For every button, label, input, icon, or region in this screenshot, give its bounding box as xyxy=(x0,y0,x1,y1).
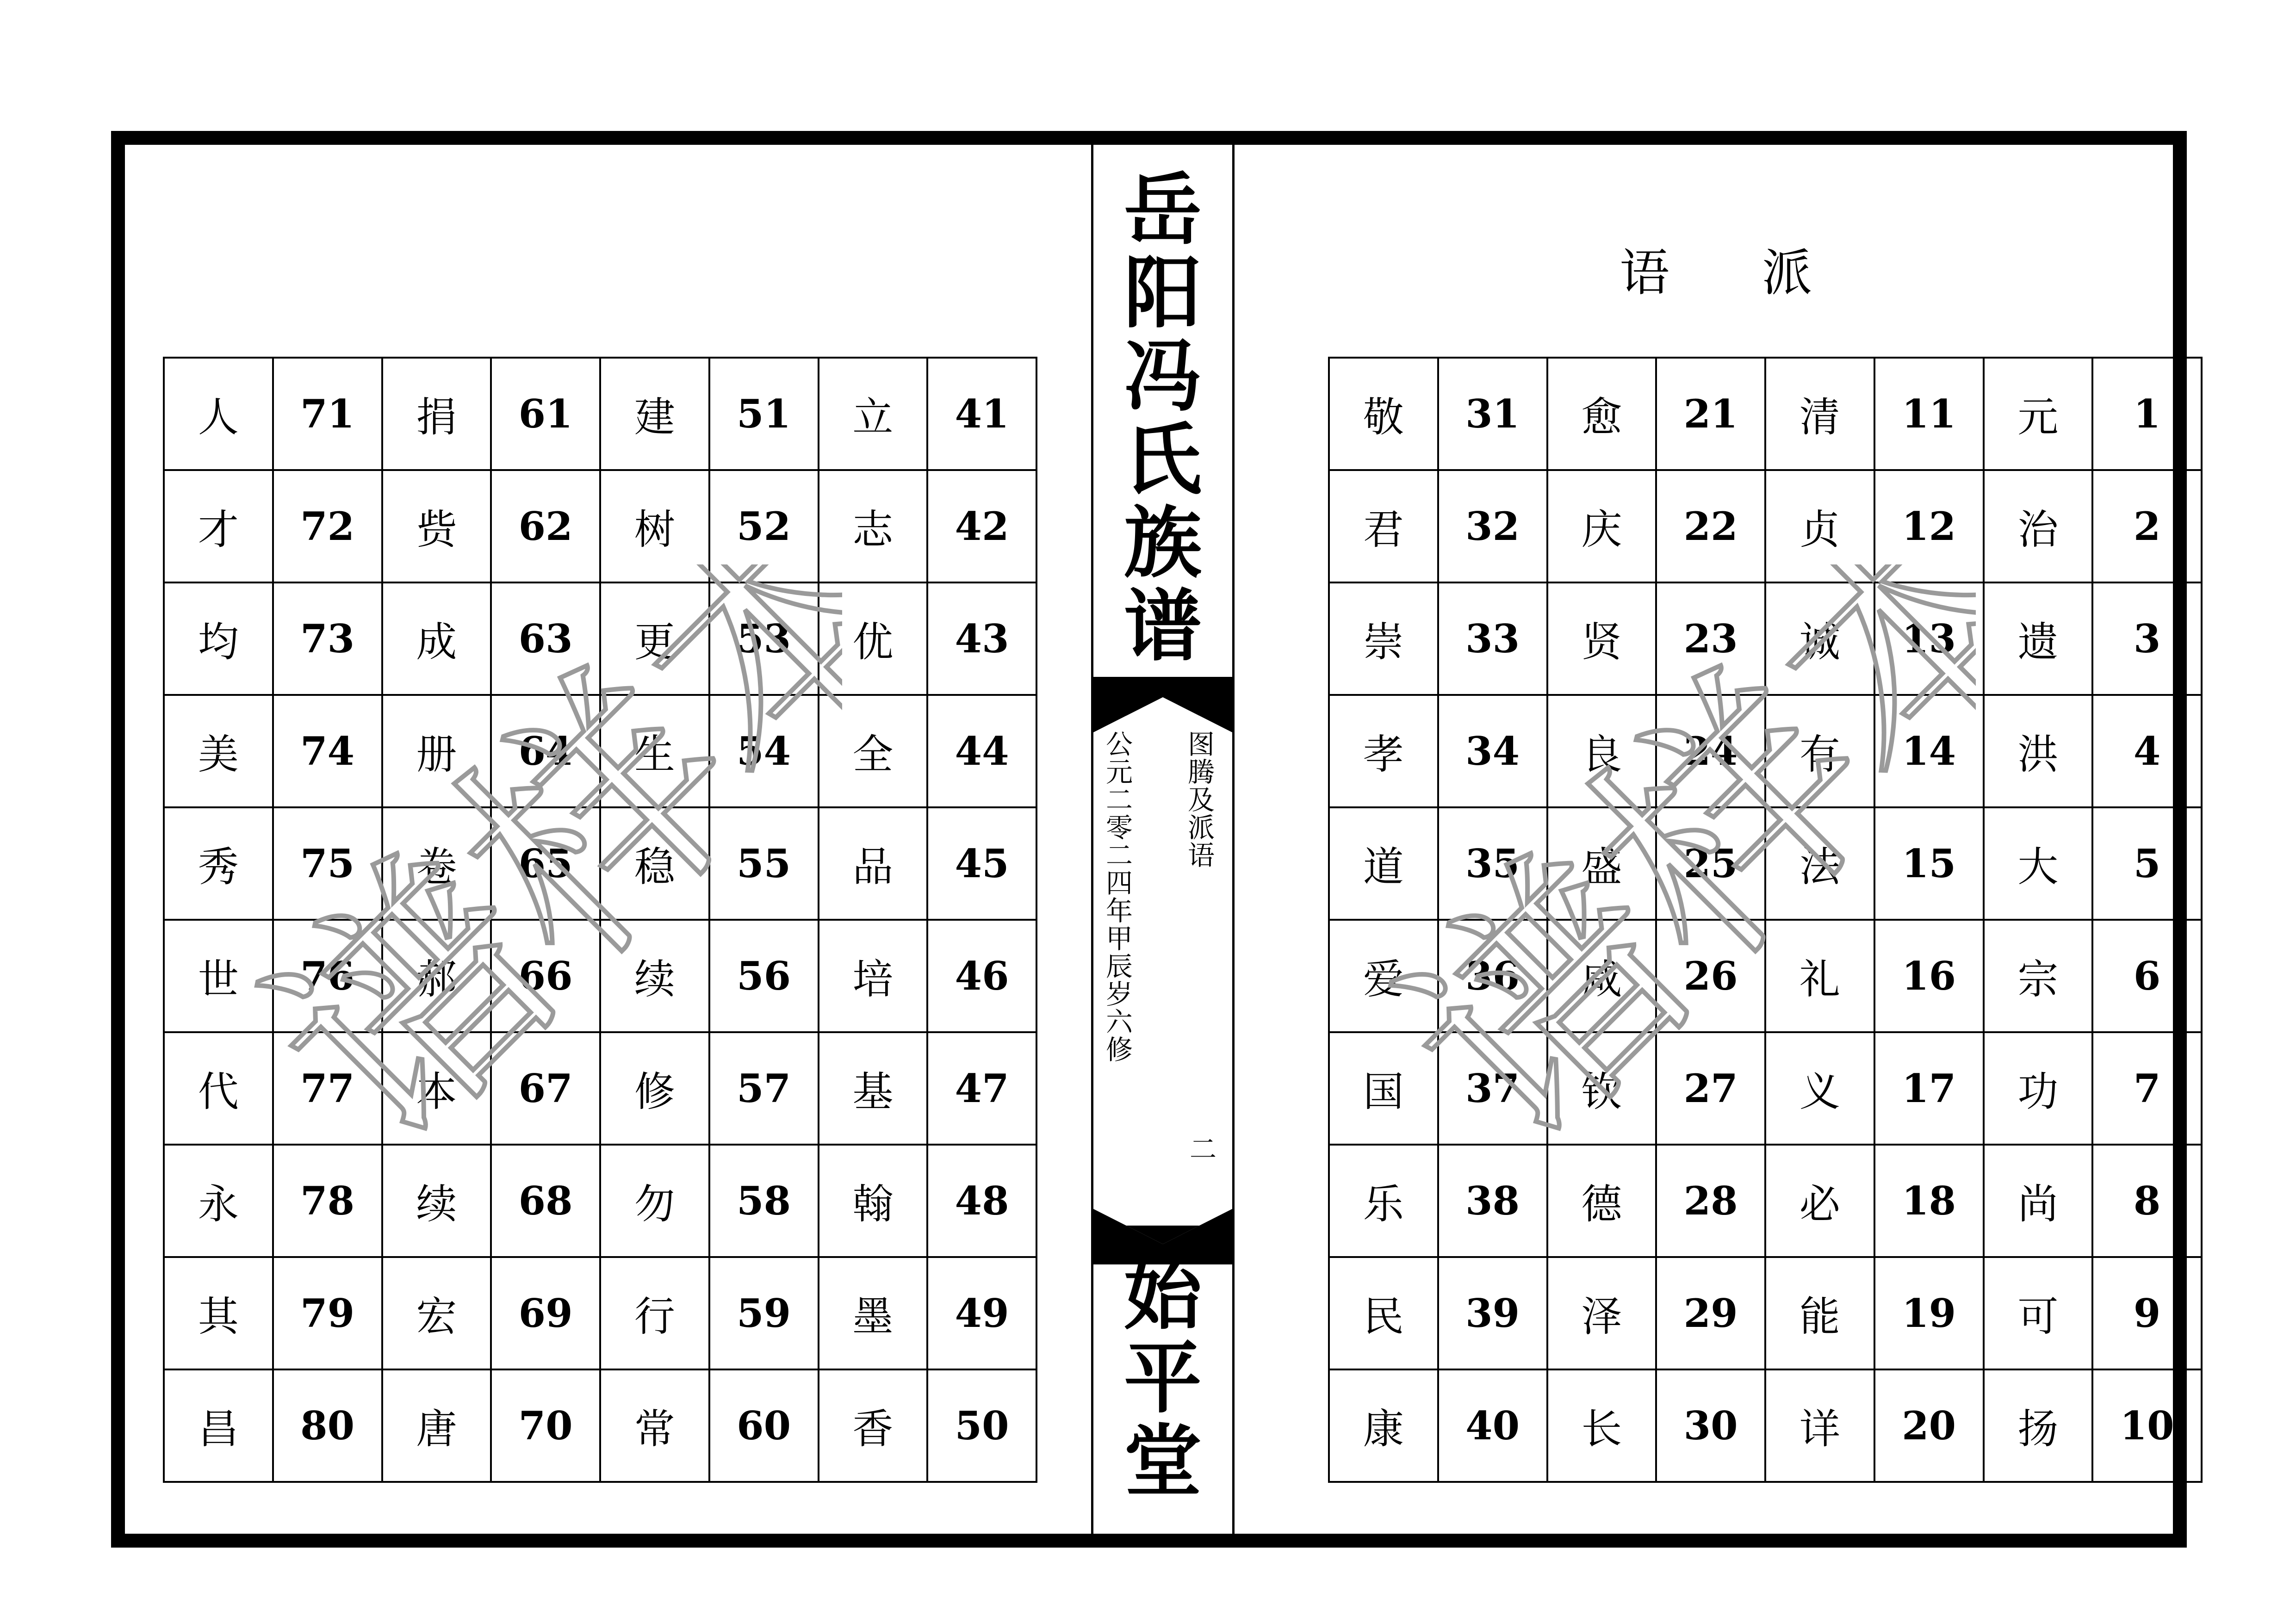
generation-char-cell: 元 xyxy=(1984,358,2093,470)
generation-char-cell: 道 xyxy=(1329,807,1438,920)
generation-char-cell: 香 xyxy=(819,1369,928,1482)
table-row xyxy=(1329,582,2202,695)
generation-char-cell: 代 xyxy=(164,1032,273,1145)
generation-char-cell: 愈 xyxy=(1547,358,1657,470)
generation-number-cell: 20 xyxy=(1874,1369,1984,1482)
generation-char-cell: 全 xyxy=(819,695,928,807)
generation-number-cell: 16 xyxy=(1874,920,1984,1032)
right-page xyxy=(1235,145,2173,1534)
generation-number-cell: 37 xyxy=(1438,1032,1547,1145)
generation-char-cell: 树 xyxy=(600,470,709,582)
generation-char-cell: 立 xyxy=(819,358,928,470)
generation-char-cell: 可 xyxy=(1984,1257,2093,1369)
table-row xyxy=(164,1032,1036,1145)
table-row xyxy=(164,807,1036,920)
generation-number-cell: 43 xyxy=(927,582,1036,695)
generation-char-cell: 唐 xyxy=(382,1369,491,1482)
page-heading xyxy=(1620,233,1812,304)
generation-number-cell: 55 xyxy=(709,807,819,920)
generation-char-cell: 诚 xyxy=(1765,582,1874,695)
generation-number-cell: 13 xyxy=(1874,582,1984,695)
generation-char-cell: 勿 xyxy=(600,1145,709,1257)
generation-char-cell: 咸 xyxy=(1547,920,1657,1032)
table-row xyxy=(1329,1369,2202,1482)
spine-title-char: 族 xyxy=(1124,497,1202,588)
generation-number-cell: 56 xyxy=(709,920,819,1032)
generation-char-cell: 续 xyxy=(600,920,709,1032)
generation-char-cell: 贞 xyxy=(1765,470,1874,582)
generation-char-cell: 功 xyxy=(1984,1032,2093,1145)
generation-char-cell: 康 xyxy=(1329,1369,1438,1482)
generation-number-cell: 3 xyxy=(2092,582,2202,695)
generation-char-cell: 宗 xyxy=(1984,920,2093,1032)
generation-char-cell: 生 xyxy=(600,695,709,807)
table-row xyxy=(164,358,1036,470)
generation-char-cell: 国 xyxy=(1329,1032,1438,1145)
generation-number-cell: 75 xyxy=(273,807,382,920)
generation-number-cell: 59 xyxy=(709,1257,819,1369)
generation-number-cell: 68 xyxy=(491,1145,600,1257)
generation-char-cell: 君 xyxy=(1329,470,1438,582)
generation-char-cell: 基 xyxy=(819,1032,928,1145)
generation-char-cell: 捐 xyxy=(382,358,491,470)
generation-char-cell: 礼 xyxy=(1765,920,1874,1032)
generation-number-cell: 26 xyxy=(1656,920,1765,1032)
generation-char-cell: 建 xyxy=(600,358,709,470)
generation-number-cell: 79 xyxy=(273,1257,382,1369)
spine-page-number: 二 xyxy=(1185,1135,1216,1162)
generation-char-cell: 详 xyxy=(1765,1369,1874,1482)
generation-char-cell: 成 xyxy=(382,582,491,695)
heading-char: 派 xyxy=(1762,244,1812,302)
generation-number-cell: 42 xyxy=(927,470,1036,582)
generation-number-cell: 44 xyxy=(927,695,1036,807)
table-row xyxy=(1329,1032,2202,1145)
generation-char-cell: 更 xyxy=(600,582,709,695)
generation-number-cell: 61 xyxy=(491,358,600,470)
generation-number-cell: 47 xyxy=(927,1032,1036,1145)
generation-char-cell: 志 xyxy=(819,470,928,582)
lineage-table-right xyxy=(1328,357,2203,1483)
book-spine xyxy=(1091,145,1235,1534)
generation-char-cell: 其 xyxy=(164,1257,273,1369)
generation-number-cell: 72 xyxy=(273,470,382,582)
generation-number-cell: 31 xyxy=(1438,358,1547,470)
generation-char-cell: 世 xyxy=(164,920,273,1032)
spine-title-char: 冯 xyxy=(1124,330,1202,422)
table-row xyxy=(164,920,1036,1032)
generation-number-cell: 21 xyxy=(1656,358,1765,470)
generation-number-cell: 32 xyxy=(1438,470,1547,582)
generation-char-cell: 修 xyxy=(600,1032,709,1145)
generation-number-cell: 45 xyxy=(927,807,1036,920)
generation-char-cell: 能 xyxy=(1765,1257,1874,1369)
generation-char-cell: 稳 xyxy=(600,807,709,920)
generation-char-cell: 宏 xyxy=(382,1257,491,1369)
generation-char-cell: 才 xyxy=(164,470,273,582)
table-row xyxy=(164,582,1036,695)
generation-char-cell: 孝 xyxy=(1329,695,1438,807)
generation-char-cell: 崇 xyxy=(1329,582,1438,695)
generation-number-cell: 4 xyxy=(2092,695,2202,807)
generation-number-cell: 52 xyxy=(709,470,819,582)
generation-number-cell: 49 xyxy=(927,1257,1036,1369)
generation-char-cell: 有 xyxy=(1765,695,1874,807)
generation-number-cell: 12 xyxy=(1874,470,1984,582)
generation-number-cell: 17 xyxy=(1874,1032,1984,1145)
generation-char-cell: 墨 xyxy=(819,1257,928,1369)
generation-char-cell: 德 xyxy=(1547,1145,1657,1257)
generation-number-cell: 39 xyxy=(1438,1257,1547,1369)
spine-hall-char: 平 xyxy=(1124,1332,1202,1424)
spine-hall-name xyxy=(1093,1249,1232,1507)
table-row xyxy=(164,695,1036,807)
generation-char-cell: 行 xyxy=(600,1257,709,1369)
left-page xyxy=(125,145,1097,1534)
generation-char-cell: 良 xyxy=(1547,695,1657,807)
generation-number-cell: 19 xyxy=(1874,1257,1984,1369)
generation-char-cell: 法 xyxy=(1765,807,1874,920)
generation-char-cell: 大 xyxy=(1984,807,2093,920)
generation-char-cell: 必 xyxy=(1765,1145,1874,1257)
generation-number-cell: 8 xyxy=(2092,1145,2202,1257)
generation-char-cell: 本 xyxy=(382,1032,491,1145)
generation-number-cell: 69 xyxy=(491,1257,600,1369)
generation-char-cell: 盛 xyxy=(1547,807,1657,920)
generation-number-cell: 80 xyxy=(273,1369,382,1482)
watermark-text: 谱样本 xyxy=(241,564,842,1201)
generation-number-cell: 1 xyxy=(2092,358,2202,470)
generation-number-cell: 6 xyxy=(2092,920,2202,1032)
generation-char-cell: 泽 xyxy=(1547,1257,1657,1369)
generation-char-cell: 昌 xyxy=(164,1369,273,1482)
generation-char-cell: 爱 xyxy=(1329,920,1438,1032)
watermark-text: 谱样本 xyxy=(1374,564,1976,1201)
generation-char-cell: 优 xyxy=(819,582,928,695)
generation-char-cell: 永 xyxy=(164,1145,273,1257)
heading-char: 语 xyxy=(1620,244,1670,302)
generation-number-cell: 15 xyxy=(1874,807,1984,920)
table-row xyxy=(1329,358,2202,470)
generation-number-cell: 27 xyxy=(1656,1032,1765,1145)
generation-number-cell: 41 xyxy=(927,358,1036,470)
generation-number-cell: 71 xyxy=(273,358,382,470)
generation-char-cell: 翰 xyxy=(819,1145,928,1257)
generation-number-cell: 38 xyxy=(1438,1145,1547,1257)
generation-number-cell: 70 xyxy=(491,1369,600,1482)
generation-number-cell: 50 xyxy=(927,1369,1036,1482)
table-row xyxy=(164,1145,1036,1257)
generation-char-cell: 人 xyxy=(164,358,273,470)
generation-number-cell: 36 xyxy=(1438,920,1547,1032)
generation-number-cell: 34 xyxy=(1438,695,1547,807)
spine-band-top xyxy=(1093,677,1232,732)
generation-char-cell: 卷 xyxy=(382,807,491,920)
generation-number-cell: 7 xyxy=(2092,1032,2202,1145)
spine-subtitle: 图腾及派语 xyxy=(1183,730,1215,869)
table-row xyxy=(164,1257,1036,1369)
generation-number-cell: 63 xyxy=(491,582,600,695)
generation-char-cell: 义 xyxy=(1765,1032,1874,1145)
generation-number-cell: 57 xyxy=(709,1032,819,1145)
generation-char-cell: 乐 xyxy=(1329,1145,1438,1257)
generation-number-cell: 35 xyxy=(1438,807,1547,920)
generation-char-cell: 郝 xyxy=(382,920,491,1032)
generation-char-cell: 常 xyxy=(600,1369,709,1482)
generation-char-cell: 扬 xyxy=(1984,1369,2093,1482)
generation-number-cell: 48 xyxy=(927,1145,1036,1257)
generation-char-cell: 赀 xyxy=(382,470,491,582)
generation-number-cell: 5 xyxy=(2092,807,2202,920)
generation-number-cell: 28 xyxy=(1656,1145,1765,1257)
generation-number-cell: 2 xyxy=(2092,470,2202,582)
generation-number-cell: 66 xyxy=(491,920,600,1032)
spine-title-char: 氏 xyxy=(1124,414,1202,505)
table-row xyxy=(1329,920,2202,1032)
generation-char-cell: 尚 xyxy=(1984,1145,2093,1257)
generation-number-cell: 22 xyxy=(1656,470,1765,582)
generation-number-cell: 30 xyxy=(1656,1369,1765,1482)
table-row xyxy=(164,1369,1036,1482)
spine-edition: 公元二零二四年甲辰岁六修 xyxy=(1101,730,1133,1063)
spine-title-char: 阳 xyxy=(1124,247,1202,339)
generation-number-cell: 54 xyxy=(709,695,819,807)
generation-char-cell: 续 xyxy=(382,1145,491,1257)
generation-number-cell: 60 xyxy=(709,1369,819,1482)
generation-number-cell: 14 xyxy=(1874,695,1984,807)
generation-number-cell: 29 xyxy=(1656,1257,1765,1369)
generation-number-cell: 25 xyxy=(1656,807,1765,920)
table-row xyxy=(1329,1257,2202,1369)
generation-char-cell: 钦 xyxy=(1547,1032,1657,1145)
table-row xyxy=(1329,807,2202,920)
spine-hall-char: 堂 xyxy=(1124,1415,1202,1507)
table-row xyxy=(1329,695,2202,807)
generation-number-cell: 76 xyxy=(273,920,382,1032)
generation-number-cell: 58 xyxy=(709,1145,819,1257)
generation-char-cell: 长 xyxy=(1547,1369,1657,1482)
generation-char-cell: 清 xyxy=(1765,358,1874,470)
generation-number-cell: 64 xyxy=(491,695,600,807)
generation-char-cell: 品 xyxy=(819,807,928,920)
generation-number-cell: 9 xyxy=(2092,1257,2202,1369)
table-row xyxy=(1329,1145,2202,1257)
generation-number-cell: 40 xyxy=(1438,1369,1547,1482)
generation-char-cell: 遗 xyxy=(1984,582,2093,695)
generation-number-cell: 23 xyxy=(1656,582,1765,695)
generation-number-cell: 53 xyxy=(709,582,819,695)
page-frame xyxy=(111,131,2187,1548)
generation-char-cell: 培 xyxy=(819,920,928,1032)
generation-char-cell: 册 xyxy=(382,695,491,807)
generation-char-cell: 治 xyxy=(1984,470,2093,582)
generation-number-cell: 67 xyxy=(491,1032,600,1145)
generation-number-cell: 46 xyxy=(927,920,1036,1032)
generation-number-cell: 33 xyxy=(1438,582,1547,695)
generation-number-cell: 78 xyxy=(273,1145,382,1257)
generation-char-cell: 洪 xyxy=(1984,695,2093,807)
spine-title-char: 岳 xyxy=(1124,164,1202,255)
generation-char-cell: 民 xyxy=(1329,1257,1438,1369)
generation-number-cell: 77 xyxy=(273,1032,382,1145)
spine-title-char: 谱 xyxy=(1124,580,1202,672)
generation-number-cell: 74 xyxy=(273,695,382,807)
spine-hall-char: 始 xyxy=(1124,1249,1202,1340)
generation-char-cell: 秀 xyxy=(164,807,273,920)
generation-char-cell: 美 xyxy=(164,695,273,807)
table-row xyxy=(164,470,1036,582)
lineage-table-left xyxy=(163,357,1037,1483)
generation-number-cell: 65 xyxy=(491,807,600,920)
generation-number-cell: 11 xyxy=(1874,358,1984,470)
generation-number-cell: 62 xyxy=(491,470,600,582)
generation-char-cell: 均 xyxy=(164,582,273,695)
generation-char-cell: 庆 xyxy=(1547,470,1657,582)
generation-number-cell: 51 xyxy=(709,358,819,470)
generation-number-cell: 73 xyxy=(273,582,382,695)
generation-number-cell: 18 xyxy=(1874,1145,1984,1257)
spine-title xyxy=(1093,164,1232,672)
generation-char-cell: 敬 xyxy=(1329,358,1438,470)
table-row xyxy=(1329,470,2202,582)
generation-number-cell: 24 xyxy=(1656,695,1765,807)
generation-number-cell: 10 xyxy=(2092,1369,2202,1482)
generation-char-cell: 贤 xyxy=(1547,582,1657,695)
